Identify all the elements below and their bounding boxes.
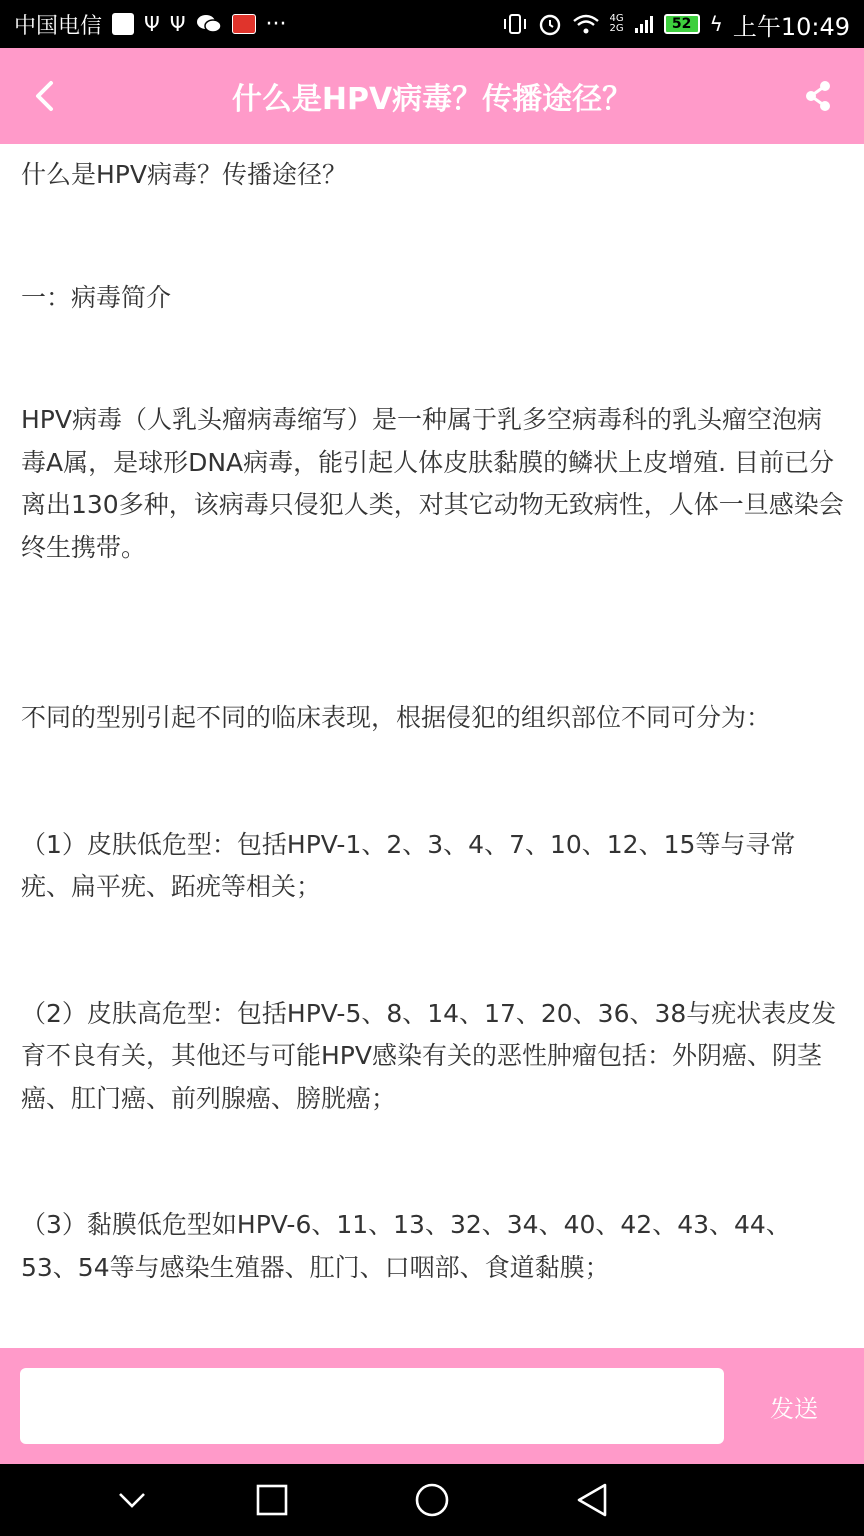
signal-bars-icon [634,12,654,36]
nav-hide-button[interactable] [110,1478,154,1522]
list-item: （2）皮肤高危型：包括HPV-5、8、14、17、20、36、38与疣状表皮发育不良有关，其他还与可能HPV感染有关的恶性肿瘤包括：外阴癌、阴茎癌、肛门癌、前列腺癌、膀胱癌； [21,998,837,1113]
article-content[interactable] [0,144,864,1348]
status-bar [0,0,864,48]
comment-input[interactable] [20,1368,724,1444]
wifi-icon [572,12,600,36]
circle-icon [414,1482,450,1518]
back-button[interactable] [22,70,66,122]
share-button[interactable] [798,76,838,116]
vibrate-icon [502,12,528,36]
signal-label-top: 4G [609,13,624,24]
wechat-icon [196,12,222,36]
list-item: （1）皮肤低危型：包括HPV-1、2、3、4、7、10、12、15等与寻常疣、扁平疣、跖疣等相关； [21,829,796,901]
usb-debug-icon: Ψ [169,12,186,36]
chevron-left-icon [31,79,57,113]
classification-paragraph: 不同的型别引起不同的临床表现，根据侵犯的组织部位不同可分为： [21,703,772,732]
article-title: 什么是HPV病毒？传播途径？ [21,160,347,189]
nav-home-button[interactable] [410,1478,454,1522]
square-icon [256,1484,288,1516]
comment-bar [0,1348,864,1464]
signal-label-bottom: 2G [609,23,624,34]
intro-paragraph: HPV病毒（人乳头瘤病毒缩写）是一种属于乳多空病毒科的乳头瘤空泡病毒A属，是球形DNA病毒，能引起人体皮肤黏膜的鳞状上皮增殖. 目前已分离出130多种，该病毒只侵犯人类，对其它动物无致病性，人体一旦感染会终生携带。 [21,405,844,562]
photo-icon [112,12,134,36]
alarm-icon [538,12,562,36]
nav-back-button[interactable] [570,1478,614,1522]
signal-icon [610,12,624,36]
app-header [0,48,864,144]
status-left [14,9,287,40]
system-nav-bar [0,1464,864,1536]
status-right [502,7,851,42]
list-item: （3）黏膜低危型如HPV-6、11、13、32、34、40、42、43、44、53、54等与感染生殖器、肛门、口咽部、食道黏膜； [21,1210,791,1282]
usb-icon: Ψ [144,12,160,36]
app-notification-icon [232,12,256,36]
clock: 上午10:49 [732,12,850,41]
carrier-label: 中国电信 [14,13,103,39]
share-icon [804,80,832,112]
battery-icon: 52 [664,14,700,34]
nav-recents-button[interactable] [250,1478,294,1522]
charging-icon: ϟ [709,12,723,36]
more-notifications: ··· [265,11,287,37]
chevron-down-icon [117,1490,147,1510]
section-heading: 一：病毒简介 [21,282,172,312]
triangle-back-icon [575,1482,609,1518]
page-title: 什么是HPV病毒？传播途径？ [231,82,633,117]
send-button[interactable]: 发送 [770,1394,818,1423]
